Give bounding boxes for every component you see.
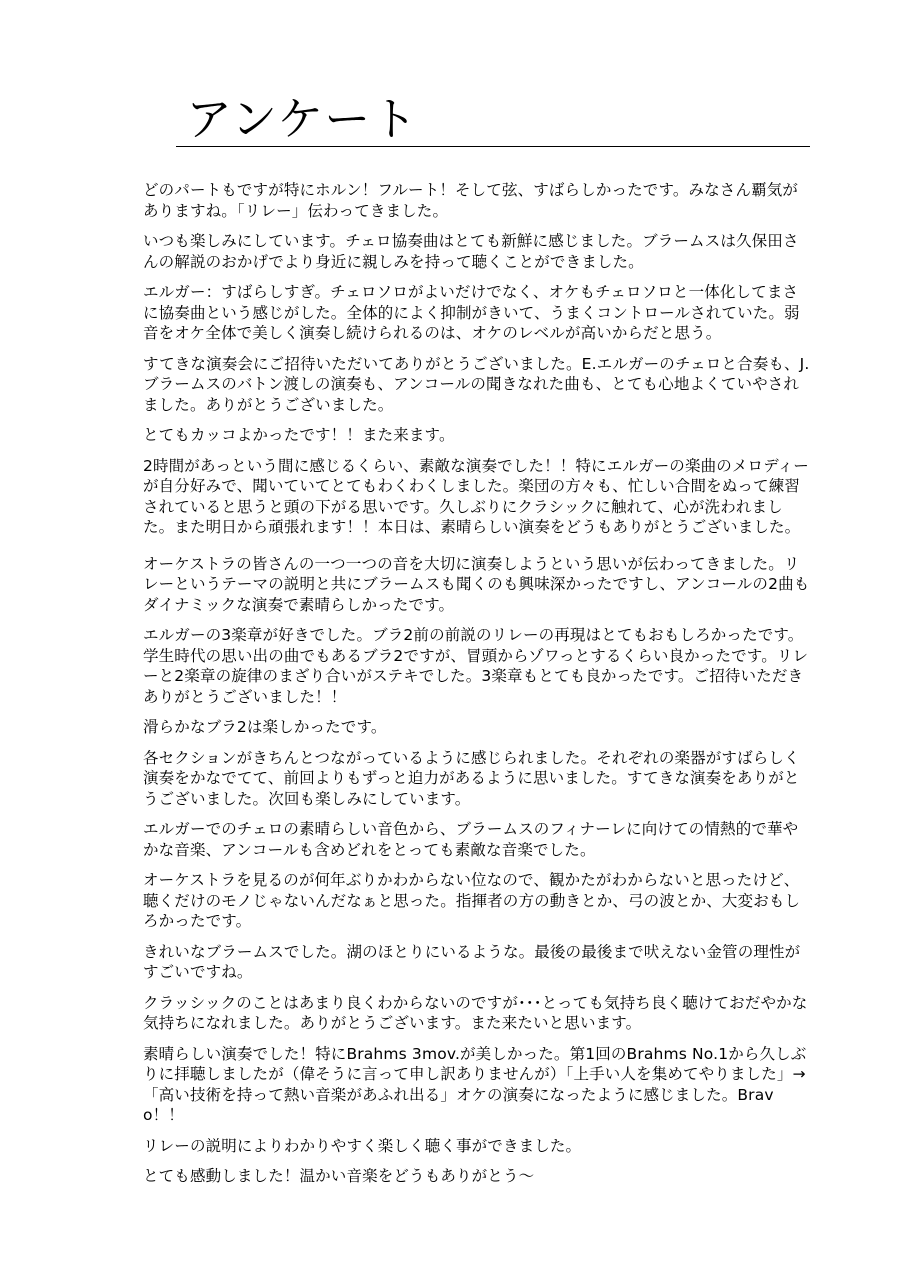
comment-item: 素晴らしい演奏でした！特にBrahms 3mov.が美しかった。第1回のBrahms No.1から久しぶりに拝聴しましたが（偉そうに言って申し訳ありませんが）「上手い人を集めてやりました」→「高い技術を持って熱い音楽があふれ出る」オケの演奏になったように感じました。Bravo！！	[143, 1044, 807, 1124]
comment-item: 各セクションがきちんとつながっているように感じられました。それぞれの楽器がすばらしく演奏をかなでてて、前回よりもずっと迫力があるように思いました。すてきな演奏をありがとうございました。次回も楽しみにしています。	[143, 748, 800, 808]
comment-list	[143, 180, 813, 1197]
comment-item: エルガーの3楽章が好きでした。ブラ2前の前説のリレーの再現はとてもおもしろかったです。学生時代の思い出の曲でもあるブラ2ですが、冒頭からゾワっとするくらい良かったです。リレーと2楽章の旋律のまざり合いがステキでした。3楽章もとても良かったです。ご招待いただきありがとうございました！！	[143, 626, 809, 706]
comment-item: とてもカッコよかったです！！また来ます。	[143, 426, 455, 444]
comment-item: きれいなブラームスでした。湖のほとりにいるような。最後の最後まで吠えない金管の理性がすごいですね。	[143, 942, 801, 981]
comment-item: リレーの説明によりわかりやすく楽しく聴く事ができました。	[143, 1136, 582, 1155]
comment-item: 2時間があっという間に感じるくらい、素敵な演奏でした！！特にエルガーの楽曲のメロディーが自分好みで、聞いていてとてもわくわくしました。楽団の方々も、忙しい合間をぬって練習されていると思うと頭の下がる思いです。久しぶりにクラシックに触れて、心が洗われました。また明日から頑張れます！！本日は、素晴らしい演奏をどうもありがとうございました。	[143, 456, 809, 536]
page-title: アンケート	[186, 92, 419, 146]
comment-item: エルガーでのチェロの素晴らしい音色から、ブラームスのフィナーレに向けての情熱的で華やかな音楽、アンコールも含めどれをとっても素敵な音楽でした。	[143, 820, 799, 859]
comment-item: 滑らかなブラ2は楽しかったです。	[143, 718, 387, 736]
comment-item: すてきな演奏会にご招待いただいてありがとうございました。E.エルガーのチェロと合奏も、J.ブラームスのバトン渡しの演奏も、アンコールの聞きなれた曲も、とても心地よくていやされました。ありがとうございました。	[143, 354, 810, 414]
comment-item: オーケストラを見るのが何年ぶりかわからない位なので、観かたがわからないと思ったけど、聴くだけのモノじゃないんだなぁと思った。指揮者の方の動きとか、弓の波とか、大変おもしろかったです。	[143, 871, 801, 930]
comment-item: クラッシックのことはあまり良くわからないのですが･･･とっても気持ち良く聴けておだやかな気持ちになれました。ありがとうございます。また来たいと思います。	[143, 993, 808, 1032]
comment-item: どのパートもですが特にホルン！フルート！そして弦、すばらしかったです。みなさん覇気がありますね。「リレー」伝わってきました。	[143, 181, 799, 220]
comment-item: オーケストラの皆さんの一つ一つの音を大切に演奏しようという思いが伝わってきました。リレーというテーマの説明と共にブラームスも聞くのも興味深かったですし、アンコールの2曲もダイナミックな演奏で素晴らしかったです。	[143, 554, 810, 614]
comment-item: とても感動しました！温かい音楽をどうもありがとう～	[143, 1167, 535, 1185]
comment-item: いつも楽しみにしています。チェロ協奏曲はとても新鮮に感じました。ブラームスは久保田さんの解説のおかげでより身近に親しみを持って聴くことができました。	[143, 232, 799, 271]
title-underline	[176, 146, 810, 147]
comment-item: エルガー：すばらしすぎ。チェロソロがよいだけでなく、オケもチェロソロと一体化してまさに協奏曲という感じがした。全体的によく抑制がきいて、うまくコントロールされていた。弱音をオケ全体で美しく演奏し続けられるのは、オケのレベルが高いからだと思う。	[143, 283, 800, 342]
